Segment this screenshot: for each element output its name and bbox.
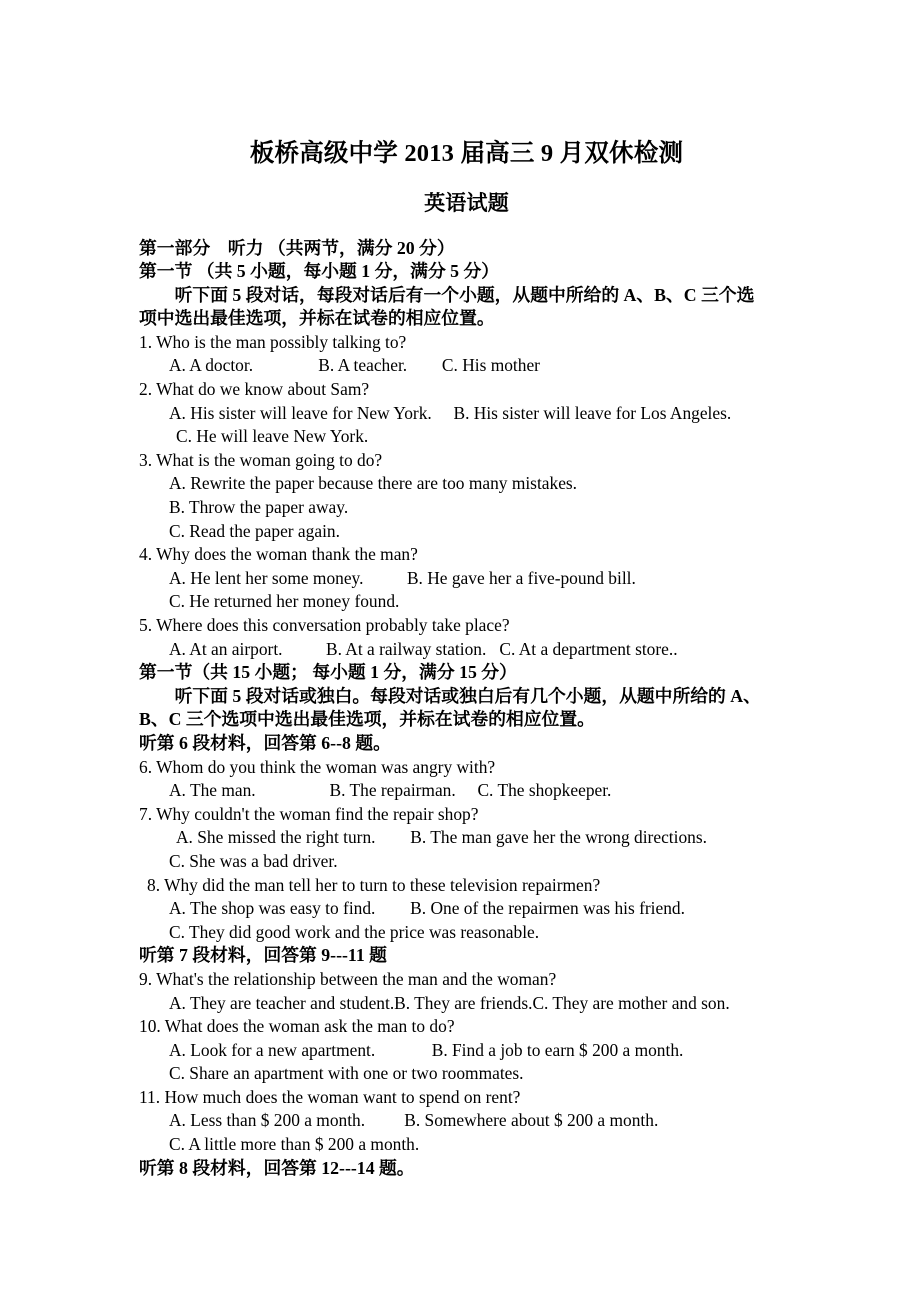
question-options-6-line-1: A. The man. B. The repairman. C. The shopkeeper. [169, 780, 612, 801]
question-options-2-line-1: A. His sister will leave for New York. B. His sister will leave for Los Angeles. [169, 402, 732, 423]
question-options-7-line-1: A. She missed the right turn. B. The man gave her the wrong directions. [176, 827, 707, 848]
material-8-header: 听第 8 段材料，回答第 12---14 题。 [139, 1157, 415, 1178]
exam-body [139, 237, 794, 1181]
section-one-header: 第一节 （共 5 小题，每小题 1 分，满分 5 分） [139, 261, 500, 282]
page-title: 板桥高级中学 2013 届高三 9 月双休检测 [249, 140, 684, 167]
question-stem-7: 7. Why couldn't the woman find the repair shop? [139, 803, 479, 824]
material-7-header: 听第 7 段材料，回答第 9---11 题 [139, 945, 387, 966]
page-subtitle: 英语试题 [424, 190, 509, 215]
question-stem-4: 4. Why does the woman thank the man? [139, 544, 418, 565]
question-stem-10: 10. What does the woman ask the man to do? [139, 1016, 455, 1037]
question-options-3-line-3: C. Read the paper again. [169, 520, 340, 541]
material-6-header: 听第 6 段材料，回答第 6--8 题。 [139, 732, 391, 753]
question-stem-11: 11. How much does the woman want to spend on rent? [139, 1086, 521, 1107]
question-stem-9: 9. What's the relationship between the man and the woman? [139, 968, 557, 989]
question-options-1-line-1: A. A doctor. B. A teacher. C. His mother [169, 355, 540, 376]
question-stem-8: 8. Why did the man tell her to turn to these television repairmen? [147, 874, 601, 895]
question-options-11-line-1: A. Less than $ 200 a month. B. Somewhere about $ 200 a month. [169, 1110, 659, 1131]
question-stem-5: 5. Where does this conversation probably take place? [139, 615, 510, 635]
question-options-7-line-2: C. She was a bad driver. [169, 850, 338, 871]
question-options-4-line-2: C. He returned her money found. [169, 591, 400, 612]
question-stem-1: 1. Who is the man possibly talking to? [139, 331, 407, 352]
question-stem-3: 3. What is the woman going to do? [139, 449, 383, 470]
question-options-5-line-1: A. At an airport. B. At a railway station. C. At a department store.. [169, 638, 678, 659]
question-options-2-line-2: C. He will leave New York. [176, 426, 369, 447]
part-one-header: 第一部分 听力 （共两节，满分 20 分） [139, 237, 455, 258]
section-two-instruction-line-1: 听下面 5 段对话或独白。每段对话或独白后有几个小题，从题中所给的 A、 [139, 685, 761, 706]
section-two-header: 第一节（共 15 小题； 每小题 1 分，满分 15 分） [139, 662, 517, 683]
question-options-8-line-1: A. The shop was easy to find. B. One of the repairmen was his friend. [169, 898, 685, 919]
question-options-8-line-2: C. They did good work and the price was reasonable. [169, 921, 540, 942]
question-stem-6: 6. Whom do you think the woman was angry with? [139, 756, 496, 777]
question-options-3-line-2: B. Throw the paper away. [169, 497, 349, 518]
question-stem-2: 2. What do we know about Sam? [139, 379, 370, 400]
question-options-10-line-1: A. Look for a new apartment. B. Find a job to earn $ 200 a month. [169, 1039, 684, 1060]
question-options-4-line-1: A. He lent her some money. B. He gave her a five-pound bill. [169, 567, 636, 588]
section-two-instruction-line-2: B、C 三个选项中选出最佳选项，并标在试卷的相应位置。 [139, 709, 595, 730]
document-content [139, 0, 794, 1180]
question-options-3-line-1: A. Rewrite the paper because there are too many mistakes. [169, 473, 578, 494]
section-one-instruction-line-2: 项中选出最佳选项，并标在试卷的相应位置。 [139, 308, 495, 329]
question-options-11-line-2: C. A little more than $ 200 a month. [169, 1134, 420, 1155]
question-options-9-line-1: A. They are teacher and student.B. They are friends.C. They are mother and son. [169, 992, 730, 1013]
question-options-10-line-2: C. Share an apartment with one or two roommates. [169, 1063, 524, 1084]
section-one-instruction-line-1: 听下面 5 段对话，每段对话后有一个小题，从题中所给的 A、B、C 三个选 [139, 284, 755, 305]
